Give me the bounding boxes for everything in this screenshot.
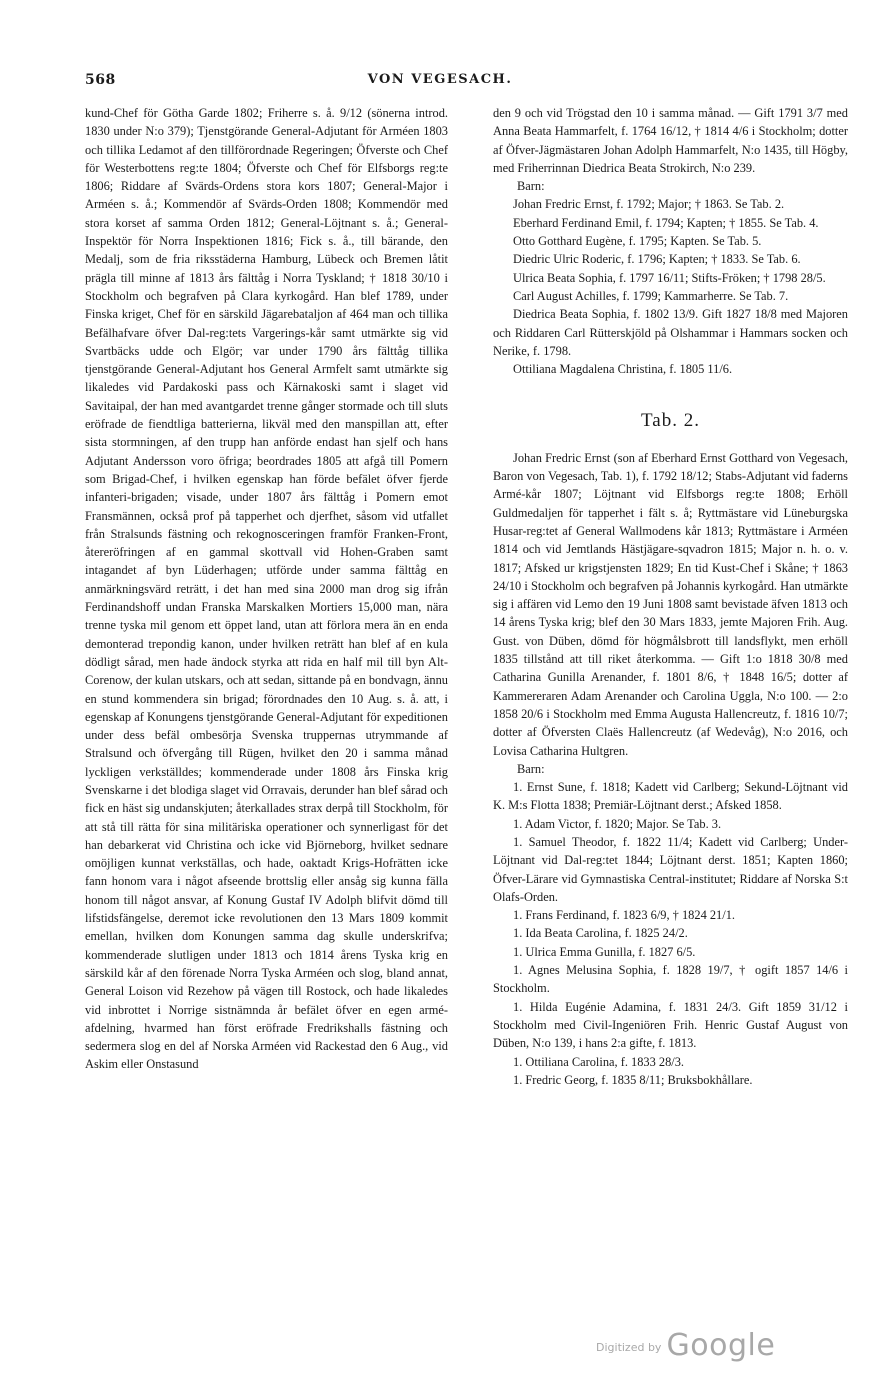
tab-2-heading: Tab. 2.	[641, 410, 700, 432]
barn-heading: Barn:	[517, 761, 545, 776]
right-column	[493, 104, 848, 1089]
child-entry: 1. Ulrica Emma Gunilla, f. 1827 6/5.	[513, 944, 696, 959]
child-entry: Ulrica Beata Sophia, f. 1797 16/11; Stifts-Fröken; † 1798 28/5.	[513, 270, 826, 285]
child-entry: 1. Agnes Melusina Sophia, f. 1828 19/7, † ogift 1857 14/6 i Stockholm.	[493, 963, 848, 996]
child-entry: Ottiliana Magdalena Christina, f. 1805 11/6.	[513, 362, 733, 377]
barn-heading: Barn:	[517, 179, 545, 194]
google-watermark	[596, 1328, 775, 1363]
child-entry: Carl August Achilles, f. 1799; Kammarherre. Se Tab. 7.	[513, 288, 789, 303]
child-entry: 1. Samuel Theodor, f. 1822 11/4; Kadett vid Carlberg; Under-Löjtnant vid Dal-reg:tet 1844; Löjtnant derst. 1851; Kapten 1860; Öfver-Lärare vid Gymnastiska Central-institutet; Riddare af Norska S:t Olafs-Orden.	[493, 834, 848, 904]
left-column	[85, 104, 448, 1074]
child-entry: 1. Fredric Georg, f. 1835 8/11; Bruksbokhållare.	[513, 1072, 753, 1087]
child-entry: Eberhard Ferdinand Emil, f. 1794; Kapten; † 1855. Se Tab. 4.	[513, 215, 819, 230]
child-entry: 1. Ottiliana Carolina, f. 1833 28/3.	[513, 1054, 685, 1069]
child-entry: Diedric Ulric Roderic, f. 1796; Kapten; † 1833. Se Tab. 6.	[513, 252, 801, 267]
child-entry: 1. Frans Ferdinand, f. 1823 6/9, † 1824 21/1.	[513, 908, 735, 923]
page-number: 568	[85, 72, 116, 88]
running-title: VON VEGESACH.	[367, 72, 513, 87]
child-entry: 1. Hilda Eugénie Adamina, f. 1831 24/3. Gift 1859 31/12 i Stockholm med Civil-Ingeniören Frih. Henric Gustaf August von Düben, N:o 139, i hans 2:a gifte, f. 1813.	[493, 999, 848, 1051]
watermark-brand: Google	[666, 1328, 776, 1363]
right-intro-text: den 9 och vid Trögstad den 10 i samma månad. — Gift 1791 3/7 med Anna Beata Hammarfelt, f. 1764 16/12, † 1814 4/6 i Stockholm; dotter af Öfver-Jägmästaren Johan Adolph Hammarfelt, N:o 1435, till Högby, med Friherrinnan Diedrica Beata Strokirch, N:o 239.	[493, 106, 848, 175]
child-entry: Otto Gotthard Eugène, f. 1795; Kapten. Se Tab. 5.	[513, 234, 762, 249]
child-entry: 1. Ida Beata Carolina, f. 1825 24/2.	[513, 926, 688, 941]
child-entry: Johan Fredric Ernst, f. 1792; Major; † 1863. Se Tab. 2.	[513, 197, 785, 212]
child-entry: 1. Adam Victor, f. 1820; Major. Se Tab. 3.	[513, 816, 722, 831]
tab-2-text: Johan Fredric Ernst (son af Eberhard Ernst Gotthard von Vegesach, Baron von Vegesach, Tab. 1), f. 1792 18/12; Stabs-Adjutant vid faderns Armé-kår 1807; Löjtnant vid Elfsborgs reg:te 1808; Erhöll Guldmedaljen för tapperhet i fält s. å; Ryttmästare vid Lüneburgska Husar-reg:tet af General Wallmodens kår 1813; Ryttmästare i Arméen 1814 och vid Jemtlands Hästjägare-sqvadron 1815; Major n. h. o. v. 1817; Afsked ur krigstjensten 1829; En tid Kust-Chef i Skåne; † 1863 24/10 i Stockholm och begrafven på Johannis kyrkogård. Han utmärkte sig i affären vid Lemo den 19 Juni 1808 samt bevistade äfven 1813 och 14 årens Tyska krig; blef den 30 Mars 1833, jemte Majoren Frih. Aug. Gust. von Düben, dömd för högmålsbrott till landsflykt, men erhöll 1835 tillstånd att till riket återkomma. — Gift 1:o 1818 30/8 med Catharina Gunilla Arenander, f. 1801 8/6, † 1848 16/5; dotter af Kammereraren Adam Arenander och Carolina Uggla, N:o 100. — 2:o 1858 20/6 i Stockholm med Emma Augusta Hallencreutz, f. 1816 10/7; dotter af Öfversten Claës Hallencreutz (af Wedevåg), N:o 2016, och Lovisa Catharina Hultgren.	[493, 450, 848, 758]
watermark-prefix: Digitized by	[596, 1341, 662, 1354]
child-entry: 1. Ernst Sune, f. 1818; Kadett vid Carlberg; Sekund-Löjtnant vid K. M:s Flotta 1838; Premiär-Löjtnant derst.; Afsked 1858.	[493, 780, 848, 813]
left-column-text: kund-Chef för Götha Garde 1802; Friherre s. å. 9/12 (sönerna introd. 1830 under N:o 379); Tjenstgörande General-Adjutant för Arméen 1803 och tillika Ledamot af den tillförordnade Regeringen; Öfverste och Chef för Westerbottens reg:te 1804; Öfverste och Chef för Elfsborgs reg:te 1806; Riddare af Svärds-Ordens stora kors 1807; General-Major i Arméen s. å.; Kommendör af Svärds-Orden 1808; Kommendör med stora korset af samma Orden 1812; General-Löjtnant s. å.; General-Inspektör för Norra Inspektionen 1816; Fick s. å., till bärande, den Medalj, som de fria riksstäderna Hamburg, Lübeck och Bremen låtit prägla till minne af 1813 års fälttåg i Norra Tyskland; † 1818 30/10 i Stockholm och begrafven på Clara kyrkogård. Han blef 1789, under Finska kriget, Chef för en särskild Jägarebataljon af 464 man och tillika Befälhafvare öfver Dal-reg:tets Vargerings-kår samt utmärkte sig vid Svartbäcks udde och Elgör; var under 1790 års fälttåg tillika tjenstgörande General-Adjutant hos General Armfelt samt utmärkte sig likaledes vid Pardakoski pass och Kärnakoski samt i slaget vid Savitaipal, der han med avantgardet trenne gånger stormade och till sluts eröfrade de fiendtliga batterierna, likväl med den manspillan att, efter sista stormningen, af den trupp han anförde endast han sjelf och hans Adjutant Andersson voro öfriga; beordrades 1805 att afgå till Pomern som Brigad-Chef, i hvilken egenskap han förde befälet öfver fjerde infanteri-brigaden; visade, under 1807 års fälttåg i Pomern emot Fransmännen, också prof på tapperhet och djerfhet, såsom vid utfallet från Stralsunds fästning och rekognosceringen framför Franken-Front, återeröfringen af en gammal skottvall vid Hohen-Graben samt intagandet af byn Lüderhagen; utförde under samma fälttåg en anmärkningsvärd reträtt, i det han med sina 2000 man drog sig ifrån Ferdinandshoff undan Franska Marskalken Mortiers 15,000 man, nära trenne tyska mil genom ett öppet land, utan att förlora mera än en enda demonterad trepondig kanon, under hvilken reträtt han blef af en kula dödligt sårad, men hade ändock styrka att rida en half mil till byn Alt-Corenow, der kulan utskars, och att sedan, sittande på en bondvagn, ännu en stund kommendera sin brigad; förordnades den 10 Aug. s. å. att, i egenskap af Konungens tjenstgörande General-Adjutant för expeditionen under dess befäl ombesörja Svenska truppernas utrymmande af Stralsund och öfvergång till Rügen, hvilket den 20 i samma månad lyckligen verkställdes; kommenderade under 1808 års Finska krig Svenskarne i det blodiga slaget vid Orravais, derunder han blef sårad och fick en häst sig undanskjuten; återkallades strax derpå till Stockholm, för att stå till rätta för sina militäriska operationer och synnerligast för det han debarkerat vid Christina och icke vid Björneborg, hvilket sednare omöjligen kunnat verkställas, och hade, oaktadt Krigs-Hofrätten icke fann honom vara i något afseende brottslig eller ansåg sig kunna fälla honom till något ansvar, af Konung Gustaf IV Adolph blifvit dömd till lifstidsfängelse, deremot icke revolutionen den 13 Mars 1809 kommit emellan, hvilken dom Konungen samma dag skulle underskrifva; kommenderade slutligen under 1813 och 1814 årens Tyska krig en särskild kår af den förenade Norra Tyska Arméen och slog, bland annat, General Loison vid Rezehow på vägen till Rostock, och hade likaledes vid inbrottet i Norrige sistnämnda år befälet öfver en egen armé-afdelning, hvarmed han först eröfrade Fredrikshalls fästning och sedermera slog en del af Norska Arméen vid Rackestad den 6 Aug., vid Askim eller Onstasund	[85, 106, 448, 1072]
child-entry: Diedrica Beata Sophia, f. 1802 13/9. Gift 1827 18/8 med Majoren och Riddaren Carl Rütterskjöld på Olshammar i Hammars socken och Nerike, f. 1798.	[493, 307, 848, 358]
